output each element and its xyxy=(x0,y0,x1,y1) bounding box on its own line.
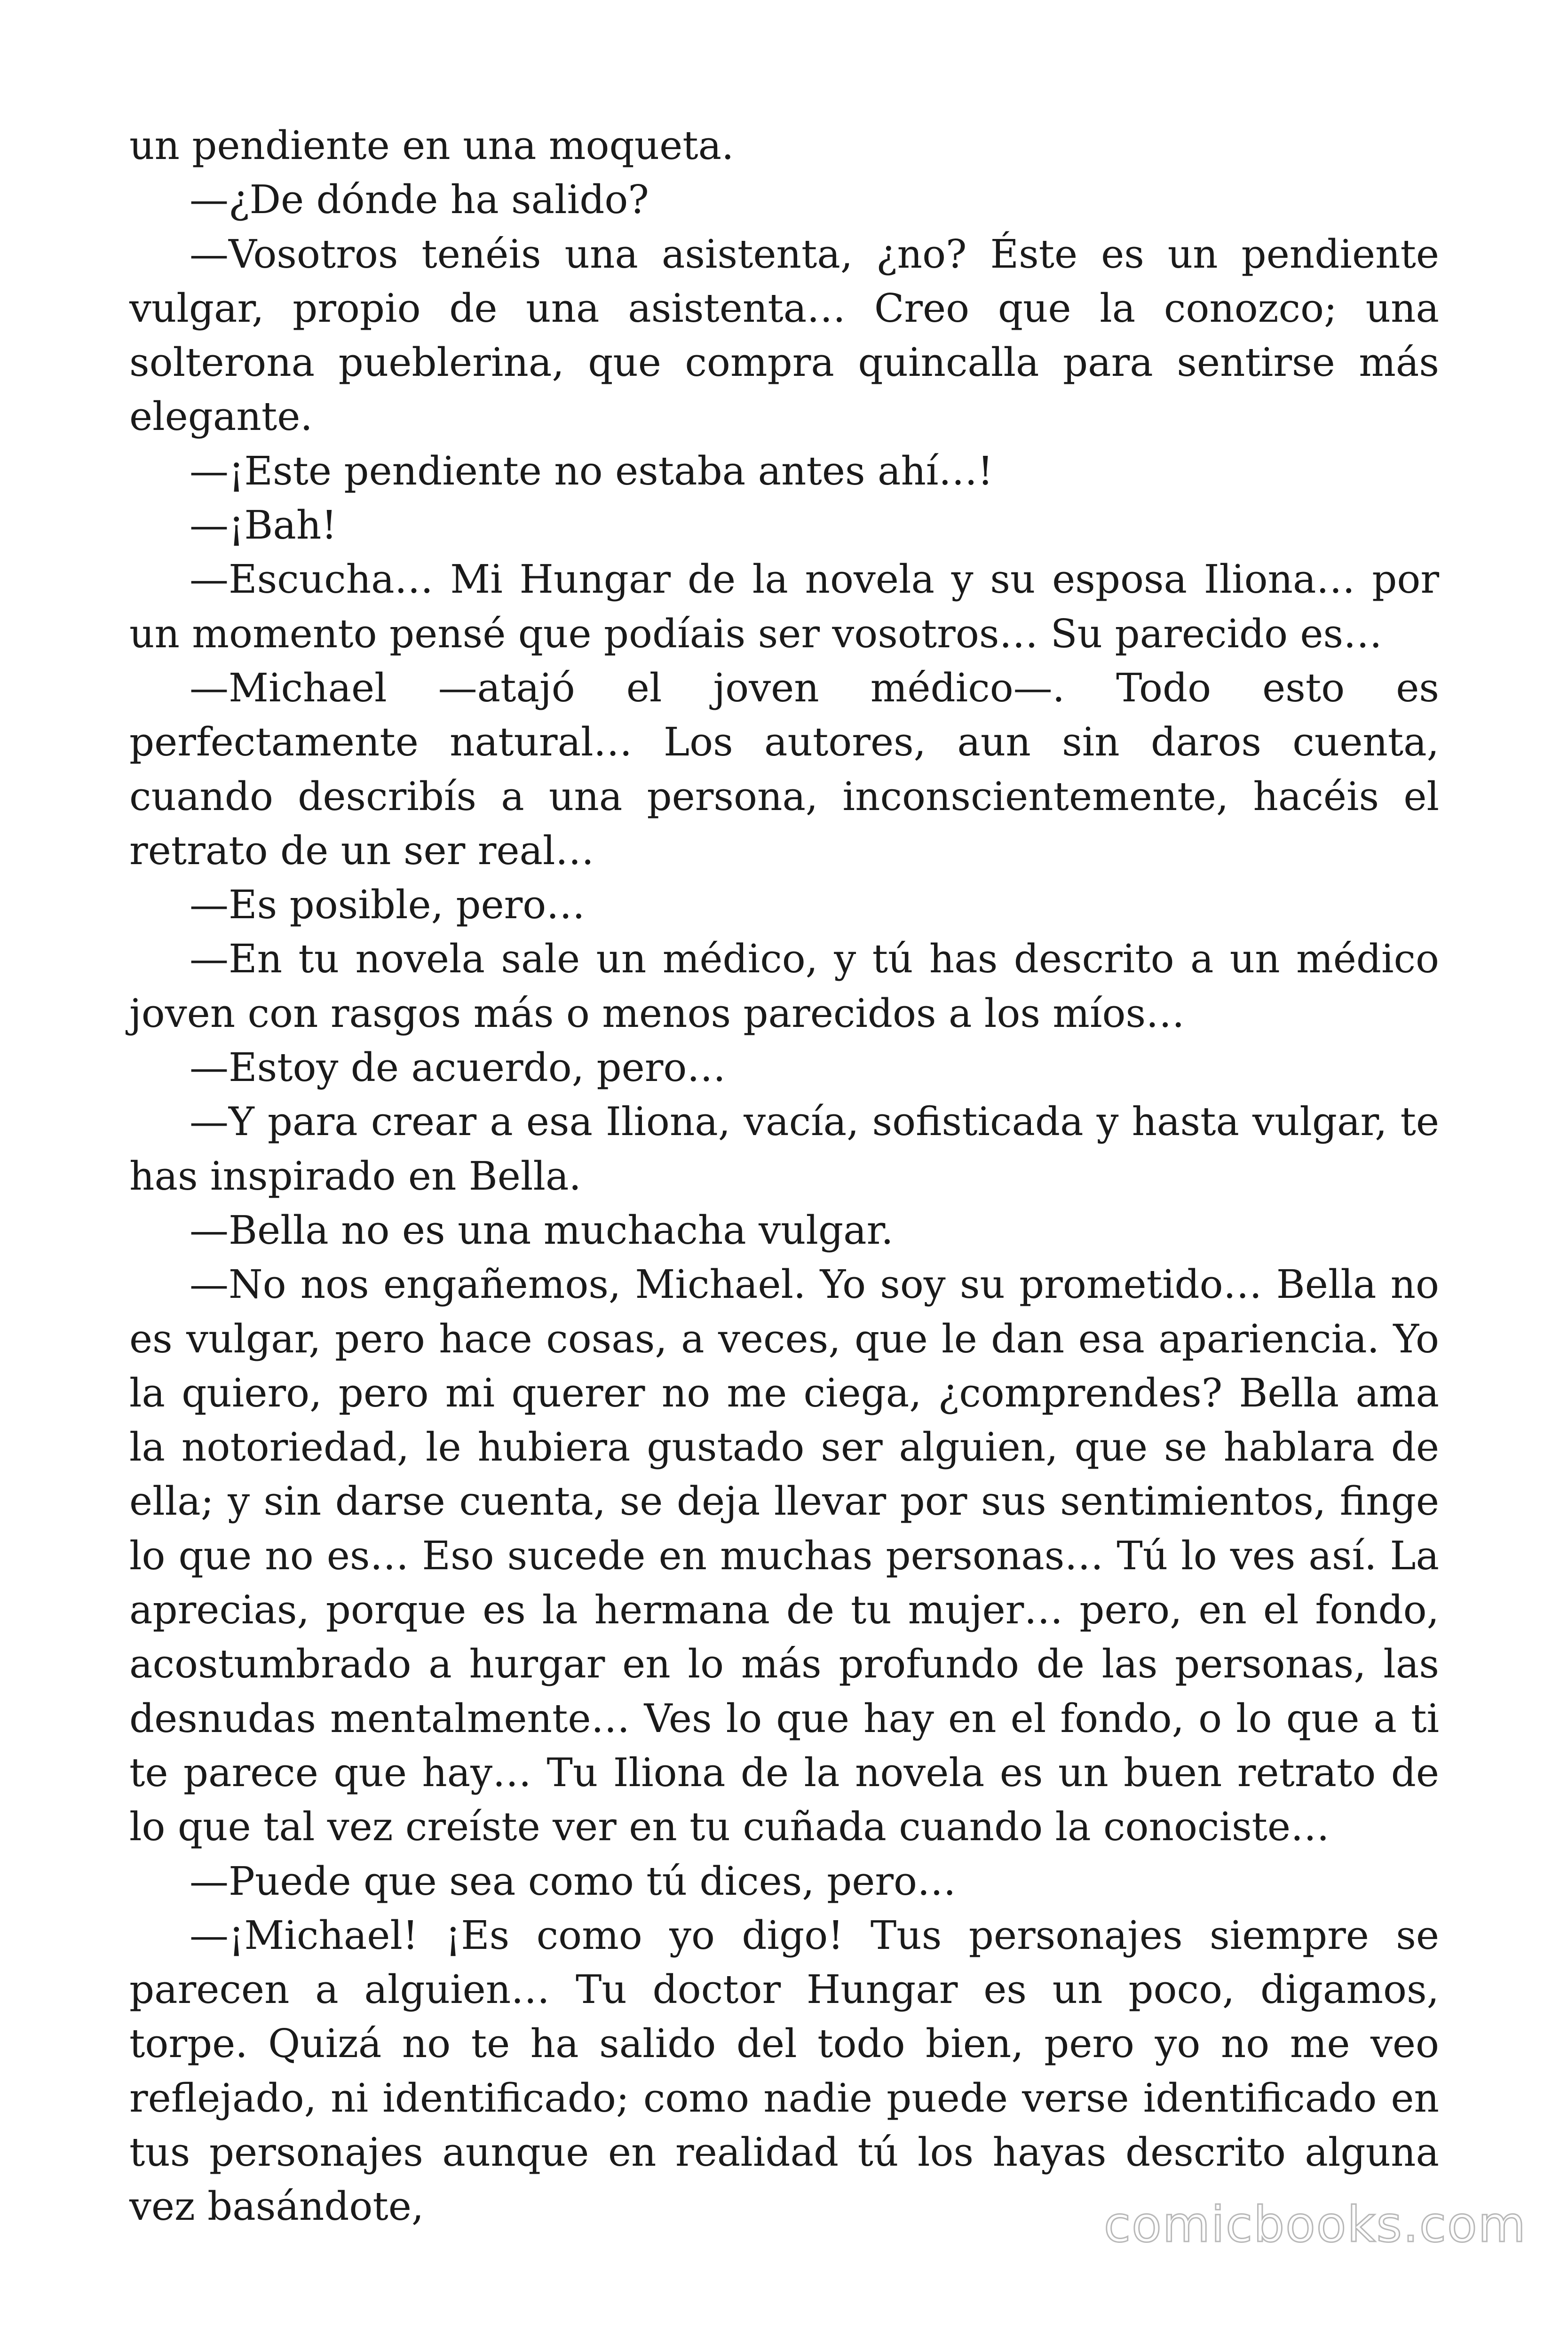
paragraph: —¡Bah! xyxy=(190,502,337,548)
paragraph: —Escucha… Mi Hungar de la novela y su esposa Iliona… por un momento pensé que podíais ser vosotros… Su parecido es… xyxy=(129,556,1439,657)
book-page-text xyxy=(129,119,1439,2234)
paragraph: —Y para crear a esa Iliona, vacía, sofisticada y hasta vulgar, te has inspirado en Bella. xyxy=(129,1099,1439,1199)
paragraph: —¡Michael! ¡Es como yo digo! Tus personajes siempre se parecen a alguien… Tu doctor Hungar es un poco, digamos, torpe. Quizá no te ha salido del todo bien, pero yo no me veo reflejado, ni identificado; como nadie puede verse identificado en tus personajes aunque en realidad tú los hayas descrito alguna vez basándote, xyxy=(129,1912,1439,2230)
paragraph: —Estoy de acuerdo, pero… xyxy=(190,1045,726,1091)
paragraph: —Michael —atajó el joven médico—. Todo esto es perfectamente natural… Los autores, aun sin daros cuenta, cuando describís a una persona, inconscientemente, hacéis el retrato de un ser real… xyxy=(129,665,1439,874)
paragraph: —¡Este pendiente no estaba antes ahí…! xyxy=(190,448,993,494)
paragraph: —Puede que sea como tú dices, pero… xyxy=(190,1858,956,1904)
paragraph: —Es posible, pero… xyxy=(190,882,586,928)
paragraph: —¿De dónde ha salido? xyxy=(190,177,649,223)
paragraph: —No nos engañemos, Michael. Yo soy su prometido… Bella no es vulgar, pero hace cosas, a veces, que le dan esa apariencia. Yo la quiero, pero mi querer no me ciega, ¿comprendes? Bella ama la notoriedad, le hubiera gustado ser alguien, que se hablara de ella; y sin darse cuenta, se deja llevar por sus sentimientos, finge lo que no es… Eso sucede en muchas personas… Tú lo ves así. La aprecias, porque es la hermana de tu mujer… pero, en el fondo, acostumbrado a hurgar en lo más profundo de las personas, las desnudas mentalmente… Ves lo que hay en el fondo, o lo que a ti te parece que hay… Tu Iliona de la novela es un buen retrato de lo que tal vez creíste ver en tu cuñada cuando la conociste… xyxy=(129,1262,1439,1850)
paragraph: —Vosotros tenéis una asistenta, ¿no? Éste es un pendiente vulgar, propio de una asistenta… Creo que la conozco; una solterona pueblerina, que compra quincalla para sentirse más elegante. xyxy=(129,231,1439,440)
paragraph: un pendiente en una moqueta. xyxy=(129,123,734,168)
watermark: comicbooks.com xyxy=(1103,2196,1527,2253)
paragraph: —Bella no es una muchacha vulgar. xyxy=(190,1207,894,1253)
paragraph: —En tu novela sale un médico, y tú has descrito a un médico joven con rasgos más o menos parecidos a los míos… xyxy=(129,936,1439,1036)
